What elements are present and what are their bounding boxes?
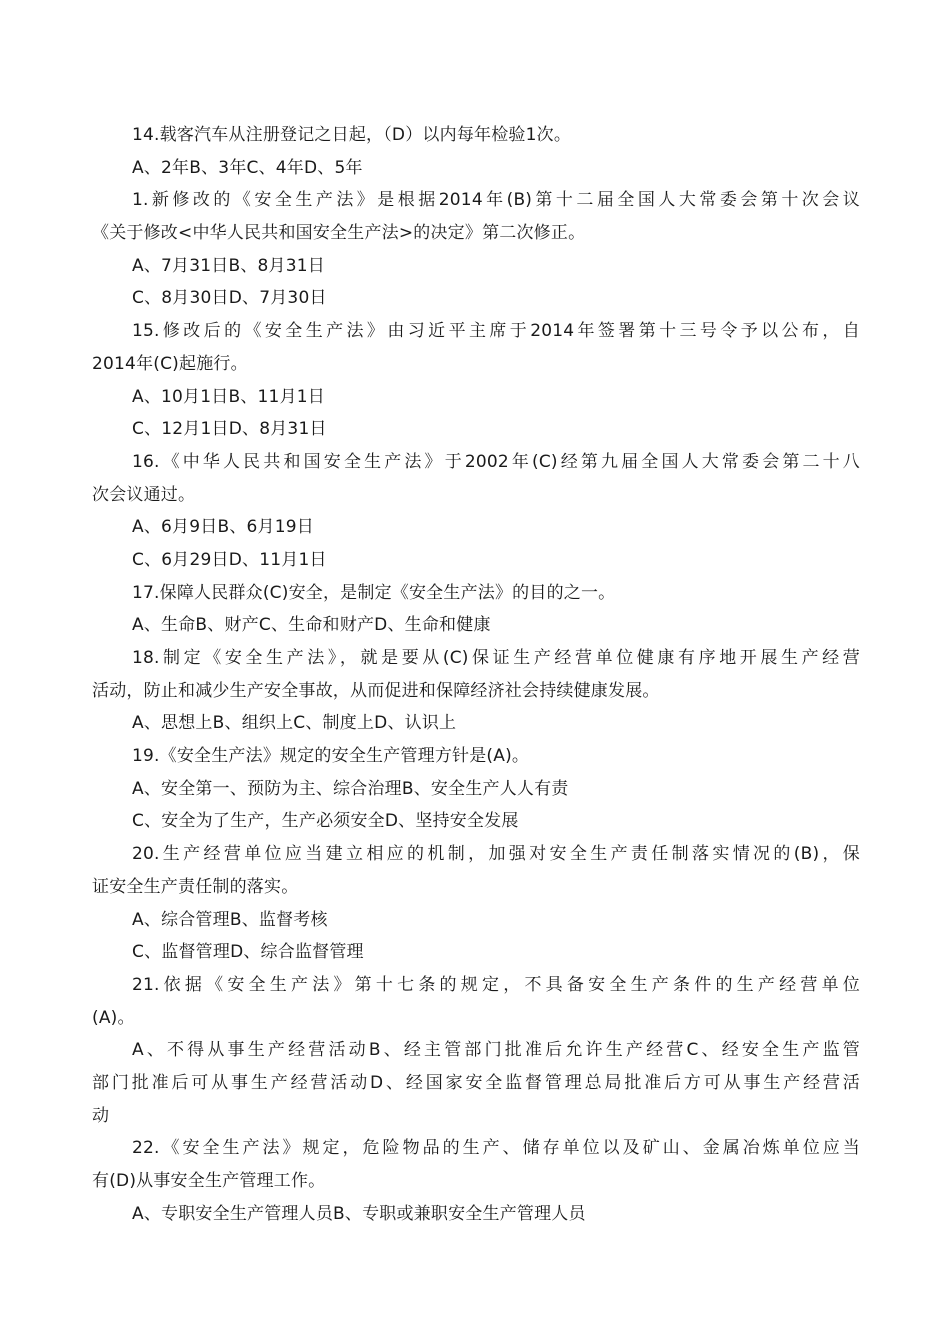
text-line: A、综合管理B、监督考核: [132, 909, 328, 930]
text-line: C、6月29日D、11月1日: [132, 549, 327, 570]
text-line: 15.修改后的《安全生产法》由习近平主席于2014年签署第十三号令予以公布，自: [132, 321, 860, 342]
text-line: 《关于修改<中华人民共和国安全生产法>的决定》第二次修正。: [92, 223, 586, 244]
text-line: 20.生产经营单位应当建立相应的机制，加强对安全生产责任制落实情况的(B)，保: [132, 844, 860, 865]
text-line: A、6月9日B、6月19日: [132, 517, 314, 538]
text-line: A、生命B、财产C、生命和财产D、生命和健康: [132, 615, 491, 636]
text-line: A、安全第一、预防为主、综合治理B、安全生产人人有责: [132, 778, 569, 799]
text-line: 证安全生产责任制的落实。: [92, 876, 299, 897]
text-line: 1.新修改的《安全生产法》是根据2014年(B)第十二届全国人大常委会第十次会议: [132, 190, 860, 211]
text-line: 有(D)从事安全生产管理工作。: [92, 1171, 326, 1191]
text-line: 动: [92, 1105, 110, 1126]
text-line: A、思想上B、组织上C、制度上D、认识上: [132, 713, 457, 734]
text-line: 16.《中华人民共和国安全生产法》于2002年(C)经第九届全国人大常委会第二十八: [132, 451, 860, 472]
text-line: C、监督管理D、综合监督管理: [132, 942, 364, 963]
text-line: (A)。: [92, 1007, 135, 1028]
document-page: [92, 119, 860, 1230]
text-line: A、专职安全生产管理人员B、专职或兼职安全生产管理人员: [132, 1203, 586, 1224]
text-line: C、安全为了生产，生产必须安全D、坚持安全发展: [132, 811, 519, 832]
text-line: 次会议通过。: [92, 484, 196, 505]
text-line: 14.载客汽车从注册登记之日起，（D）以内每年检验1次。: [132, 125, 572, 145]
text-line: 部门批准后可从事生产经营活动D、经国家安全监督管理总局批准后方可从事生产经营活: [92, 1072, 860, 1093]
text-line: 活动，防止和减少生产安全事故，从而促进和保障经济社会持续健康发展。: [92, 680, 660, 701]
text-line: C、12月1日D、8月31日: [132, 419, 327, 440]
text-line: C、8月30日D、7月30日: [132, 288, 327, 309]
text-line: A、7月31日B、8月31日: [132, 255, 325, 276]
text-line: 19.《安全生产法》规定的安全生产管理方针是(A)。: [132, 746, 530, 767]
text-line: A、不得从事生产经营活动B、经主管部门批准后允许生产经营C、经安全生产监管: [132, 1040, 860, 1061]
text-line: A、10月1日B、11月1日: [132, 386, 325, 407]
text-line: 21.依据《安全生产法》第十七条的规定，不具备安全生产条件的生产经营单位: [132, 974, 860, 995]
text-line: 22.《安全生产法》规定，危险物品的生产、储存单位以及矿山、金属冶炼单位应当: [132, 1138, 860, 1159]
text-line: 17.保障人民群众(C)安全，是制定《安全生产法》的目的之一。: [132, 582, 616, 603]
text-line: 18.制定《安全生产法》，就是要从(C)保证生产经营单位健康有序地开展生产经营: [132, 648, 860, 668]
text-line: A、2年B、3年C、4年D、5年: [132, 157, 363, 178]
text-line: 2014年(C)起施行。: [92, 353, 248, 374]
